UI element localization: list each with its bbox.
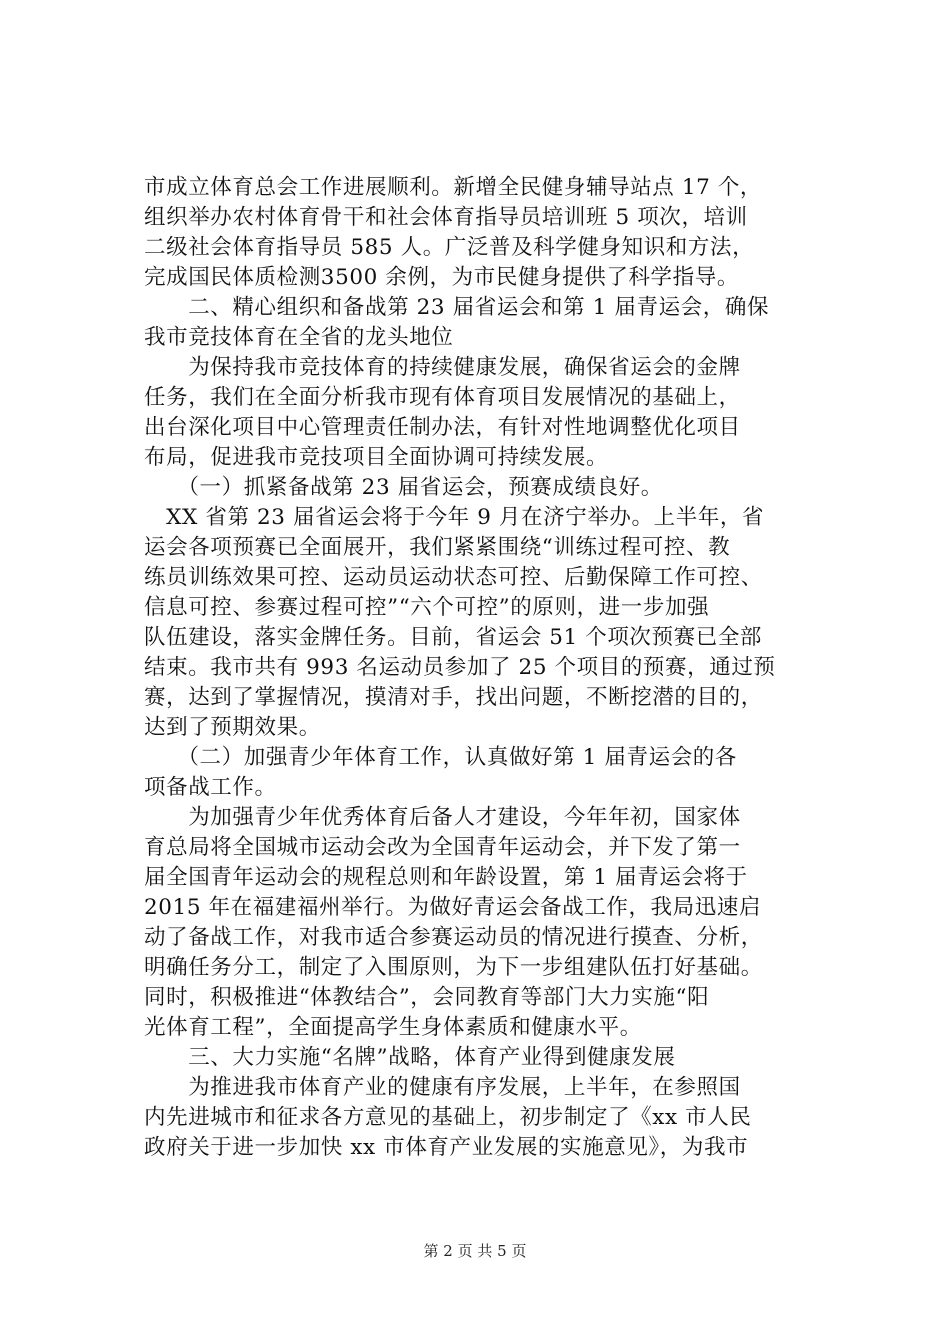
text-line: 布局，促进我市竞技项目全面协调可持续发展。: [144, 445, 609, 470]
text-line: （二）加强青少年体育工作，认真做好第 1 届青运会的各: [144, 745, 737, 770]
text-line: 组织举办农村体育骨干和社会体育指导员培训班 5 项次，培训: [144, 205, 748, 230]
text-line: 动了备战工作，对我市适合参赛运动员的情况进行摸查、分析，: [144, 925, 763, 950]
text-line: 为推进我市体育产业的健康有序发展，上半年，在参照国: [144, 1075, 741, 1100]
text-line: 届全国青年运动会的规程总则和年龄设置，第 1 届青运会将于: [144, 865, 748, 890]
text-line: 为加强青少年优秀体育后备人才建设，今年年初，国家体: [144, 805, 741, 830]
text-line: 二级社会体育指导员 585 人。广泛普及科学健身知识和方法，: [144, 235, 755, 260]
text-line: 同时，积极推进“体教结合”，会同教育等部门大力实施“阳: [144, 985, 710, 1010]
text-line: 运会各项预赛已全面展开，我们紧紧围绕“训练过程可控、教: [144, 535, 731, 560]
text-line: XX 省第 23 届省运会将于今年 9 月在济宁举办。上半年，省: [144, 505, 765, 530]
page-footer: 第 2 页 共 5 页: [423, 1242, 527, 1260]
document-body: [144, 173, 834, 1163]
text-line: 光体育工程”，全面提高学生身体素质和健康水平。: [144, 1015, 642, 1040]
text-line: 市成立体育总会工作进展顺利。新增全民健身辅导站点 17 个，: [144, 175, 763, 200]
text-line: 队伍建设，落实金牌任务。目前，省运会 51 个项次预赛已全部: [144, 625, 763, 650]
text-line: 内先进城市和征求各方意见的基础上，初步制定了《xx 市人民: [144, 1105, 752, 1130]
text-line: 练员训练效果可控、运动员运动状态可控、后勤保障工作可控、: [144, 565, 763, 590]
text-line: 政府关于进一步加快 xx 市体育产业发展的实施意见》，为我市: [144, 1135, 749, 1160]
text-line: （一）抓紧备战第 23 届省运会，预赛成绩良好。: [144, 475, 663, 500]
text-line: 二、精心组织和备战第 23 届省运会和第 1 届青运会，确保: [144, 295, 770, 320]
text-line: 2015 年在福建福州举行。为做好青运会备战工作，我局迅速启: [144, 895, 762, 920]
text-line: 结束。我市共有 993 名运动员参加了 25 个项目的预赛，通过预: [144, 655, 776, 680]
text-line: 赛，达到了掌握情况，摸清对手，找出问题，不断挖潜的目的，: [144, 685, 763, 710]
text-line: 我市竞技体育在全省的龙头地位: [144, 325, 454, 350]
text-line: 完成国民体质检测3500 余例，为市民健身提供了科学指导。: [144, 265, 739, 290]
text-line: 项备战工作。: [144, 775, 277, 800]
text-line: 育总局将全国城市运动会改为全国青年运动会，并下发了第一: [144, 835, 741, 860]
text-line: 出台深化项目中心管理责任制办法，有针对性地调整优化项目: [144, 415, 741, 440]
text-line: 明确任务分工，制定了入围原则，为下一步组建队伍打好基础。: [144, 955, 763, 980]
text-line: 达到了预期效果。: [144, 715, 321, 740]
text-line: 三、大力实施“名牌”战略，体育产业得到健康发展: [144, 1045, 676, 1070]
text-line: 信息可控、参赛过程可控”“六个可控”的原则，进一步加强: [144, 595, 710, 620]
text-line: 任务，我们在全面分析我市现有体育项目发展情况的基础上，: [144, 385, 741, 410]
text-line: 为保持我市竞技体育的持续健康发展，确保省运会的金牌: [144, 355, 741, 380]
